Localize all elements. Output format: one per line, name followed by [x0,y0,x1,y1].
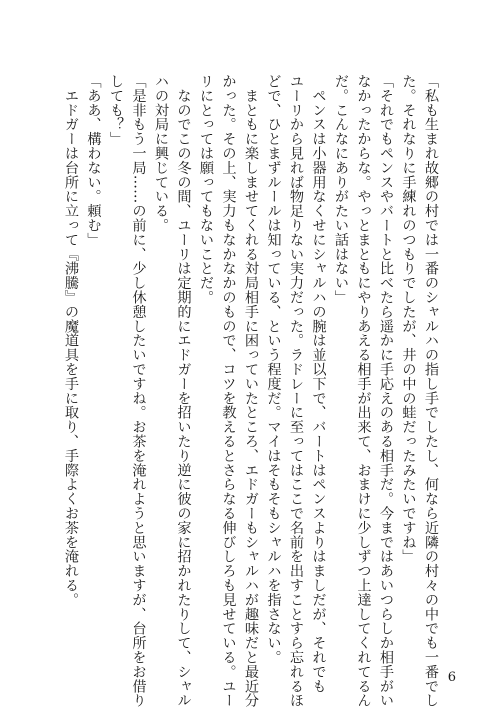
text-line-5: だ。こんなにありがたい話はない」 [333,74,349,305]
text-line-2: た。それなりに手練れのつもりでしたが、井の中の蛙だったみたいですね」 [400,74,417,564]
page-number: 6 [447,670,456,685]
text-line-10: かった。その上、実力もなかなかのもので、コツを教えるとさらなる伸びしろも見せている。ユー [220,74,237,708]
text-line-17: エドガーは台所に立って『沸騰』の魔道具を手に取り、手際よくお茶を淹れる。 [63,74,79,607]
text-line-3: 「それでもペンスやバートと比べたら遥かに手応えのある相手だ。今まではあいつらしか相手がい [378,74,394,708]
text-line-8: どで、ひとまずルールは知っている、という程度だ。マイはそもそもシャルハを指さない。 [265,74,282,665]
text-line-1: 「私も生まれ故郷の村では一番のシャルハの指し手でしたし、何なら近隣の村々の中でも一番でし [423,74,439,708]
text-line-13: ハの対局に興じている。 [153,74,169,233]
body-text [60,74,443,708]
text-line-11: リにとっては願ってもないことだ。 [198,74,214,305]
text-line-16: 「ああ、構わない。頼む」 [85,74,102,247]
text-line-15: しても？」 [108,74,124,146]
text-line-6: ペンスは小器用なくせにシャルハの腕は並以下で、バートはペンスよりはましだが、それでも [310,74,327,694]
text-line-12: なのでこの冬の間、ユーリは定期的にエドガーを招いたり逆に彼の家に招かれたりして、シャル [175,74,192,708]
text-line-14: 「是非もう一局……の前に、少し休憩したいですね。お茶を淹れようと思いますが、台所をお借り [130,74,147,708]
text-line-7: ユーリから見れば物足りない実力だった。ラドレーに至ってはここで名前を出すことすら忘れるほ [288,74,304,708]
text-line-9: まともに楽しませてくれる対局相手に困っていたところ、エドガーもシャルハが趣味だと最近分 [243,74,259,708]
text-line-4: なかったからな。やっとまともにやりあえる相手が出来て、おまけに少しずつ上達してくれてるん [355,74,372,708]
